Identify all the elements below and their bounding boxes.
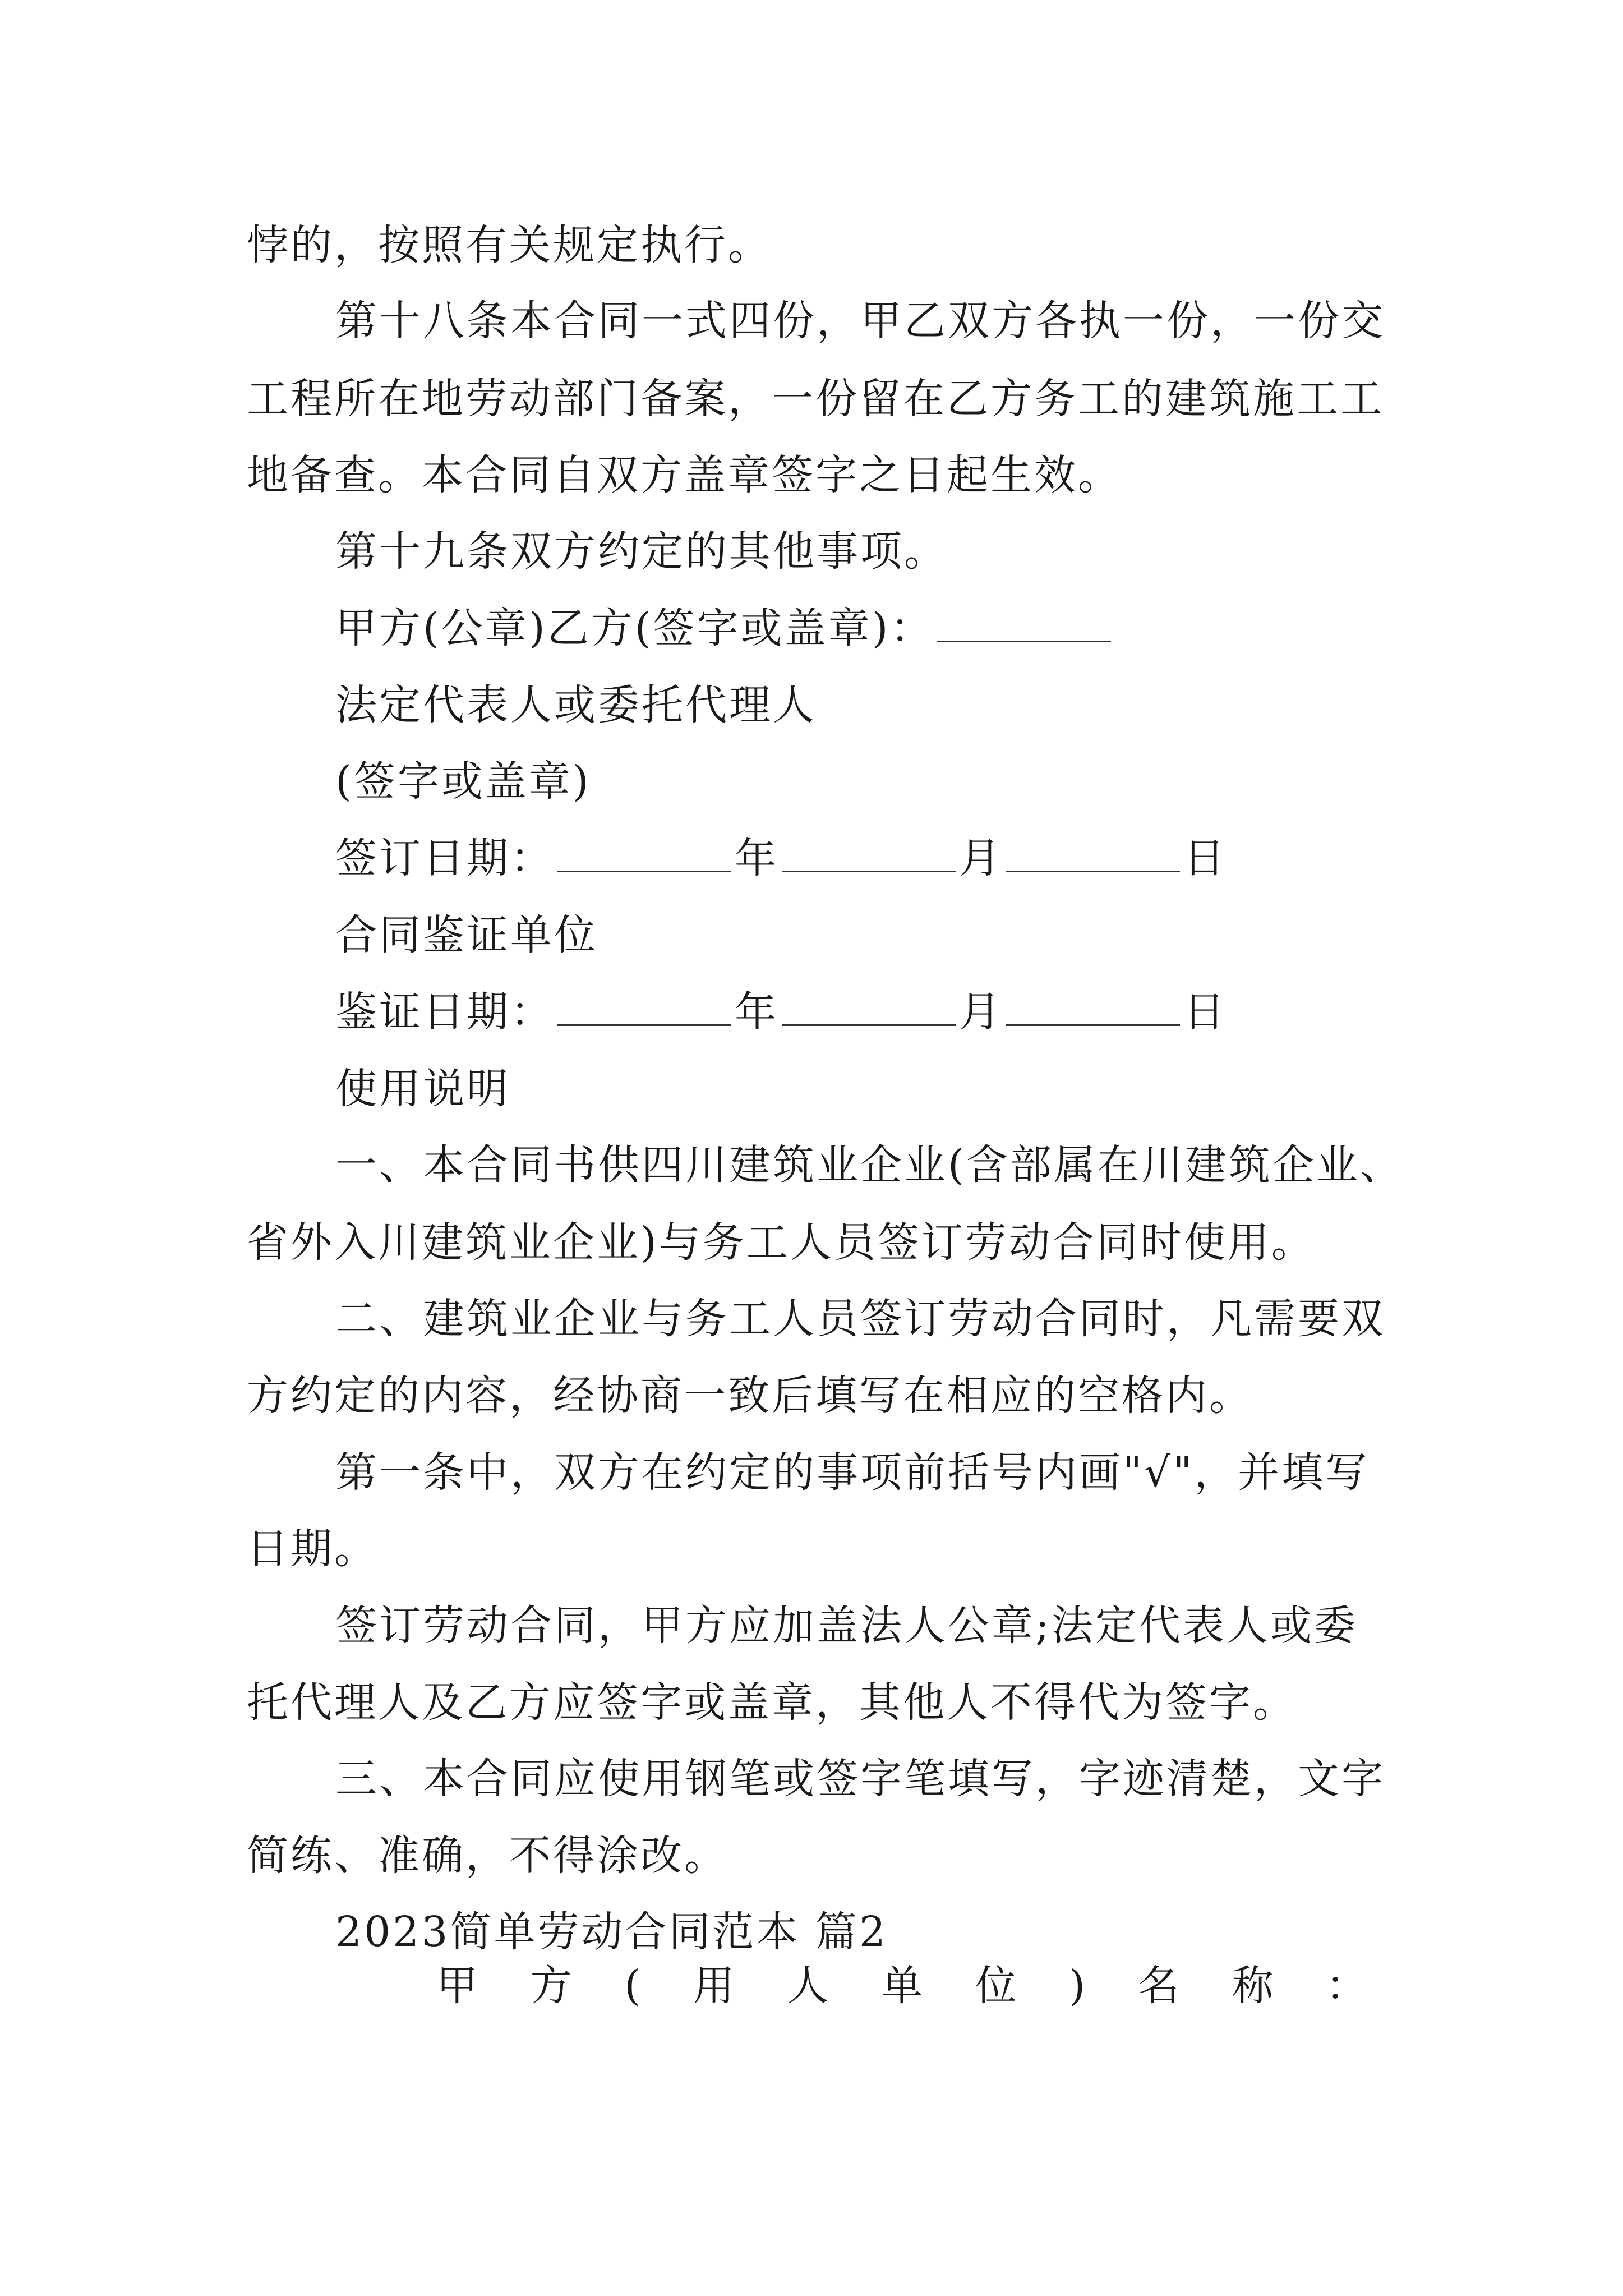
year-label: 年 <box>735 834 778 882</box>
paragraph-line: 省外入川建筑业企业)与务工人员签订劳动合同时使用。 <box>247 1218 1315 1267</box>
month-blank[interactable] <box>782 831 956 872</box>
month-label: 月 <box>959 988 1003 1036</box>
paragraph-line: (签字或盖章) <box>335 757 591 806</box>
party-a-char: 位 <box>975 1962 1017 2010</box>
paragraph-line: 地备查。本合同自双方盖章签字之日起生效。 <box>247 451 1122 499</box>
verify-date-line <box>335 981 1227 1043</box>
day-blank[interactable] <box>1006 985 1180 1026</box>
month-label: 月 <box>959 834 1003 882</box>
party-a-char: 用 <box>693 1962 735 2010</box>
paragraph-line: 托代理人及乙方应签字或盖章，其他人不得代为签字。 <box>247 1678 1297 1727</box>
paragraph-line: 第十八条本合同一式四份，甲乙双方各执一份，一份交 <box>335 297 1385 345</box>
paragraph-line: 二、建筑业企业与务工人员签订劳动合同时，凡需要双 <box>335 1295 1385 1343</box>
section-title: 2023简单劳动合同范本 篇2 <box>335 1908 888 1956</box>
party-a-name-line <box>436 1955 1367 2017</box>
signature-line <box>335 597 1114 659</box>
sign-date-line <box>335 827 1227 889</box>
party-a-char: ( <box>624 1962 641 2010</box>
paragraph-line: 合同鉴证单位 <box>335 911 598 959</box>
party-a-char: 名 <box>1137 1962 1179 2010</box>
paragraph-line: 方约定的内容，经协商一致后填写在相应的空格内。 <box>247 1372 1253 1420</box>
year-label: 年 <box>735 988 778 1036</box>
paragraph-line: 日期。 <box>247 1525 378 1573</box>
month-blank[interactable] <box>782 985 956 1026</box>
day-blank[interactable] <box>1006 831 1180 872</box>
party-a-char: 单 <box>881 1962 923 2010</box>
paragraph-line: 悖的，按照有关规定执行。 <box>247 221 772 269</box>
paragraph-line: 法定代表人或委托代理人 <box>335 681 817 729</box>
party-a-char: 甲 <box>436 1962 478 2010</box>
sign-date-label: 签订日期： <box>335 834 554 882</box>
paragraph-line: 三、本合同应使用钢笔或签字笔填写，字迹清楚，文字 <box>335 1755 1385 1803</box>
signature-label: 甲方(公章)乙方(签字或盖章)： <box>335 604 934 652</box>
day-label: 日 <box>1183 834 1227 882</box>
paragraph-line: 一、本合同书供四川建筑业企业(含部属在川建筑企业、 <box>335 1141 1404 1189</box>
day-label: 日 <box>1183 988 1227 1036</box>
paragraph-line: 工程所在地劳动部门备案，一份留在乙方务工的建筑施工工 <box>247 375 1384 423</box>
paragraph-line: 签订劳动合同，甲方应加盖法人公章;法定代表人或委 <box>335 1602 1358 1650</box>
party-a-char: ) <box>1069 1962 1086 2010</box>
party-a-char: 方 <box>530 1962 572 2010</box>
party-a-char: 人 <box>787 1962 829 2010</box>
paragraph-line: 简练、准确，不得涂改。 <box>247 1832 728 1880</box>
paragraph-line: 第一条中，双方在约定的事项前括号内画"√"，并填写 <box>335 1448 1370 1497</box>
section-heading: 使用说明 <box>335 1065 510 1113</box>
signature-blank[interactable] <box>937 601 1111 642</box>
party-a-char: ： <box>1326 1962 1367 2010</box>
paragraph-line: 第十九条双方约定的其他事项。 <box>335 527 948 576</box>
year-blank[interactable] <box>557 985 731 1026</box>
year-blank[interactable] <box>557 831 731 872</box>
party-a-char: 称 <box>1232 1962 1274 2010</box>
verify-date-label: 鉴证日期： <box>335 988 554 1036</box>
